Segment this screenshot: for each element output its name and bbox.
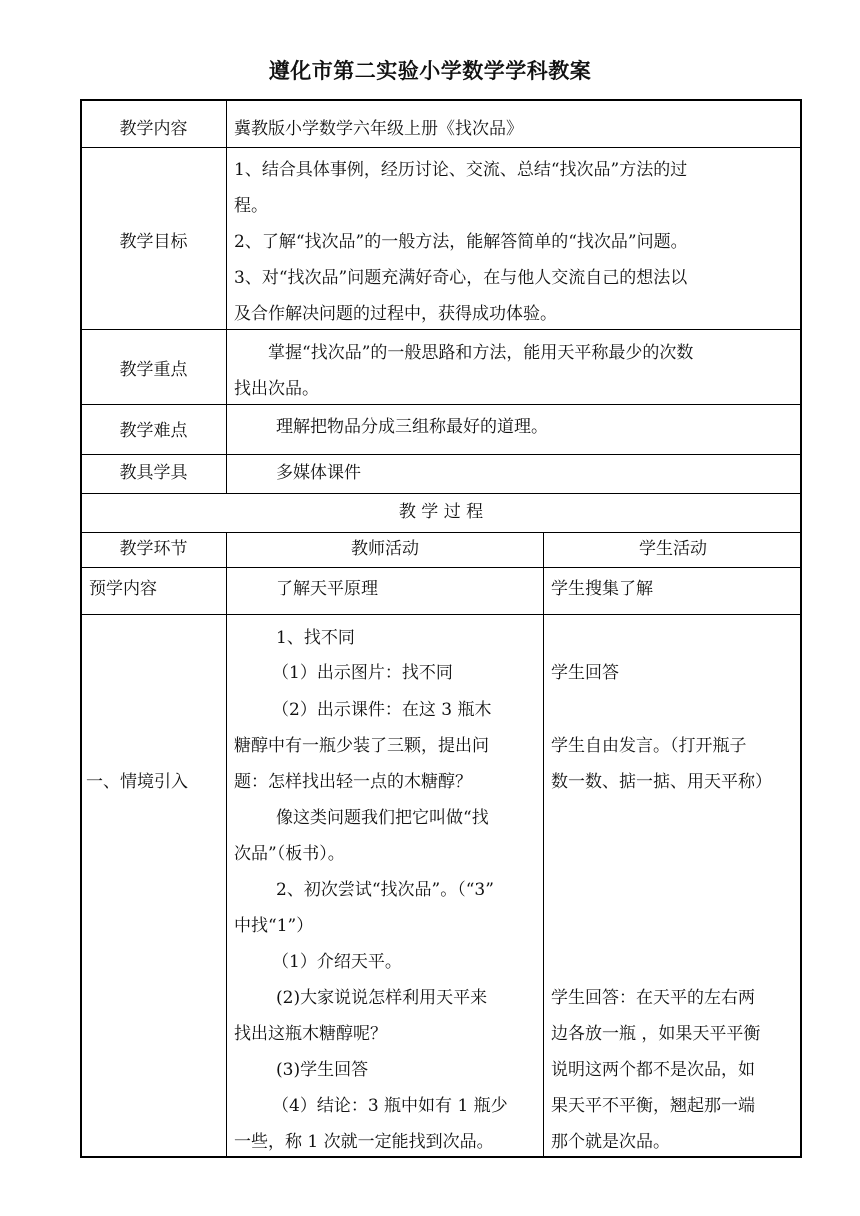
row-divider <box>81 614 801 615</box>
student-line: 学生回答 <box>551 663 619 683</box>
teacher-line: 像这类问题我们把它叫做“找 <box>276 808 489 828</box>
goals-line: 及合作解决问题的过程中，获得成功体验。 <box>234 304 557 324</box>
teacher-line: 一些，称 1 次就一定能找到次品。 <box>234 1132 494 1152</box>
goals-line: 3、对“找次品”问题充满好奇心，在与他人交流自己的想法以 <box>234 268 688 288</box>
col-divider <box>226 532 227 1157</box>
tools-value: 多媒体课件 <box>276 463 361 483</box>
goals-line: 程。 <box>234 196 268 216</box>
goals-line: 2、了解“找次品”的一般方法，能解答简单的“找次品”问题。 <box>234 232 688 252</box>
teacher-line: （1）出示图片：找不同 <box>272 663 453 683</box>
difficulty-label: 教学难点 <box>119 421 188 441</box>
row-divider <box>81 567 801 568</box>
teacher-line: 题：怎样找出轻一点的木糖醇？ <box>234 772 472 792</box>
column-header-stage: 教学环节 <box>119 539 188 559</box>
teacher-line: 找出这瓶木糖醇呢？ <box>234 1024 387 1044</box>
teacher-line: 1、找不同 <box>276 628 355 648</box>
pre-stage: 预学内容 <box>89 579 157 599</box>
teacher-line: 次品”（板书）。 <box>234 844 345 864</box>
row-divider <box>81 147 801 148</box>
teacher-line: （1）介绍天平。 <box>272 952 402 972</box>
row-divider <box>81 404 801 405</box>
teacher-line: （2）出示课件：在这 3 瓶木 <box>272 700 492 720</box>
difficulty-value: 理解把物品分成三组称最好的道理。 <box>276 417 548 437</box>
teacher-line: （4）结论：3 瓶中如有 1 瓶少 <box>272 1096 508 1116</box>
content-value: 冀教版小学数学六年级上册《找次品》 <box>234 119 523 139</box>
key-label: 教学重点 <box>119 360 188 380</box>
teacher-line: (2)大家说说怎样利用天平来 <box>276 988 488 1008</box>
key-line: 找出次品。 <box>234 379 319 399</box>
column-header-student: 学生活动 <box>639 539 707 559</box>
student-line: 果天平不平衡，翘起那一端 <box>551 1096 755 1116</box>
goals-line: 1、结合具体事例，经历讨论、交流、总结“找次品”方法的过 <box>234 160 688 180</box>
content-label: 教学内容 <box>119 119 188 139</box>
goals-label: 教学目标 <box>119 232 188 252</box>
process-header: 教 学 过 程 <box>398 502 484 522</box>
teacher-line: 中找“1”） <box>234 916 314 936</box>
row-divider <box>81 493 801 494</box>
pre-teacher: 了解天平原理 <box>276 579 378 599</box>
teacher-line: 糖醇中有一瓶少装了三颗，提出问 <box>234 736 489 756</box>
teacher-line: (3)学生回答 <box>276 1060 369 1080</box>
col-divider <box>226 100 227 493</box>
intro-stage: 一、情境引入 <box>86 772 188 792</box>
student-line: 那个就是次品。 <box>551 1132 670 1152</box>
student-line: 学生自由发言。（打开瓶子 <box>551 736 747 756</box>
student-line: 边各放一瓶 ，如果天平平衡 <box>551 1024 761 1044</box>
student-line: 学生回答：在天平的左右两 <box>551 988 755 1008</box>
key-line: 掌握“找次品”的一般思路和方法，能用天平称最少的次数 <box>268 343 694 363</box>
col-divider <box>543 532 544 1157</box>
column-header-teacher: 教师活动 <box>351 539 419 559</box>
pre-student: 学生搜集了解 <box>551 579 653 599</box>
page-title: 遵化市第二实验小学数学学科教案 <box>268 59 592 83</box>
teacher-line: 2、初次尝试“找次品”。（“3” <box>276 880 494 900</box>
row-divider <box>81 454 801 455</box>
student-line: 数一数、掂一掂、用天平称） <box>551 772 772 792</box>
student-line: 说明这两个都不是次品，如 <box>551 1060 755 1080</box>
tools-label: 教具学具 <box>119 463 188 483</box>
